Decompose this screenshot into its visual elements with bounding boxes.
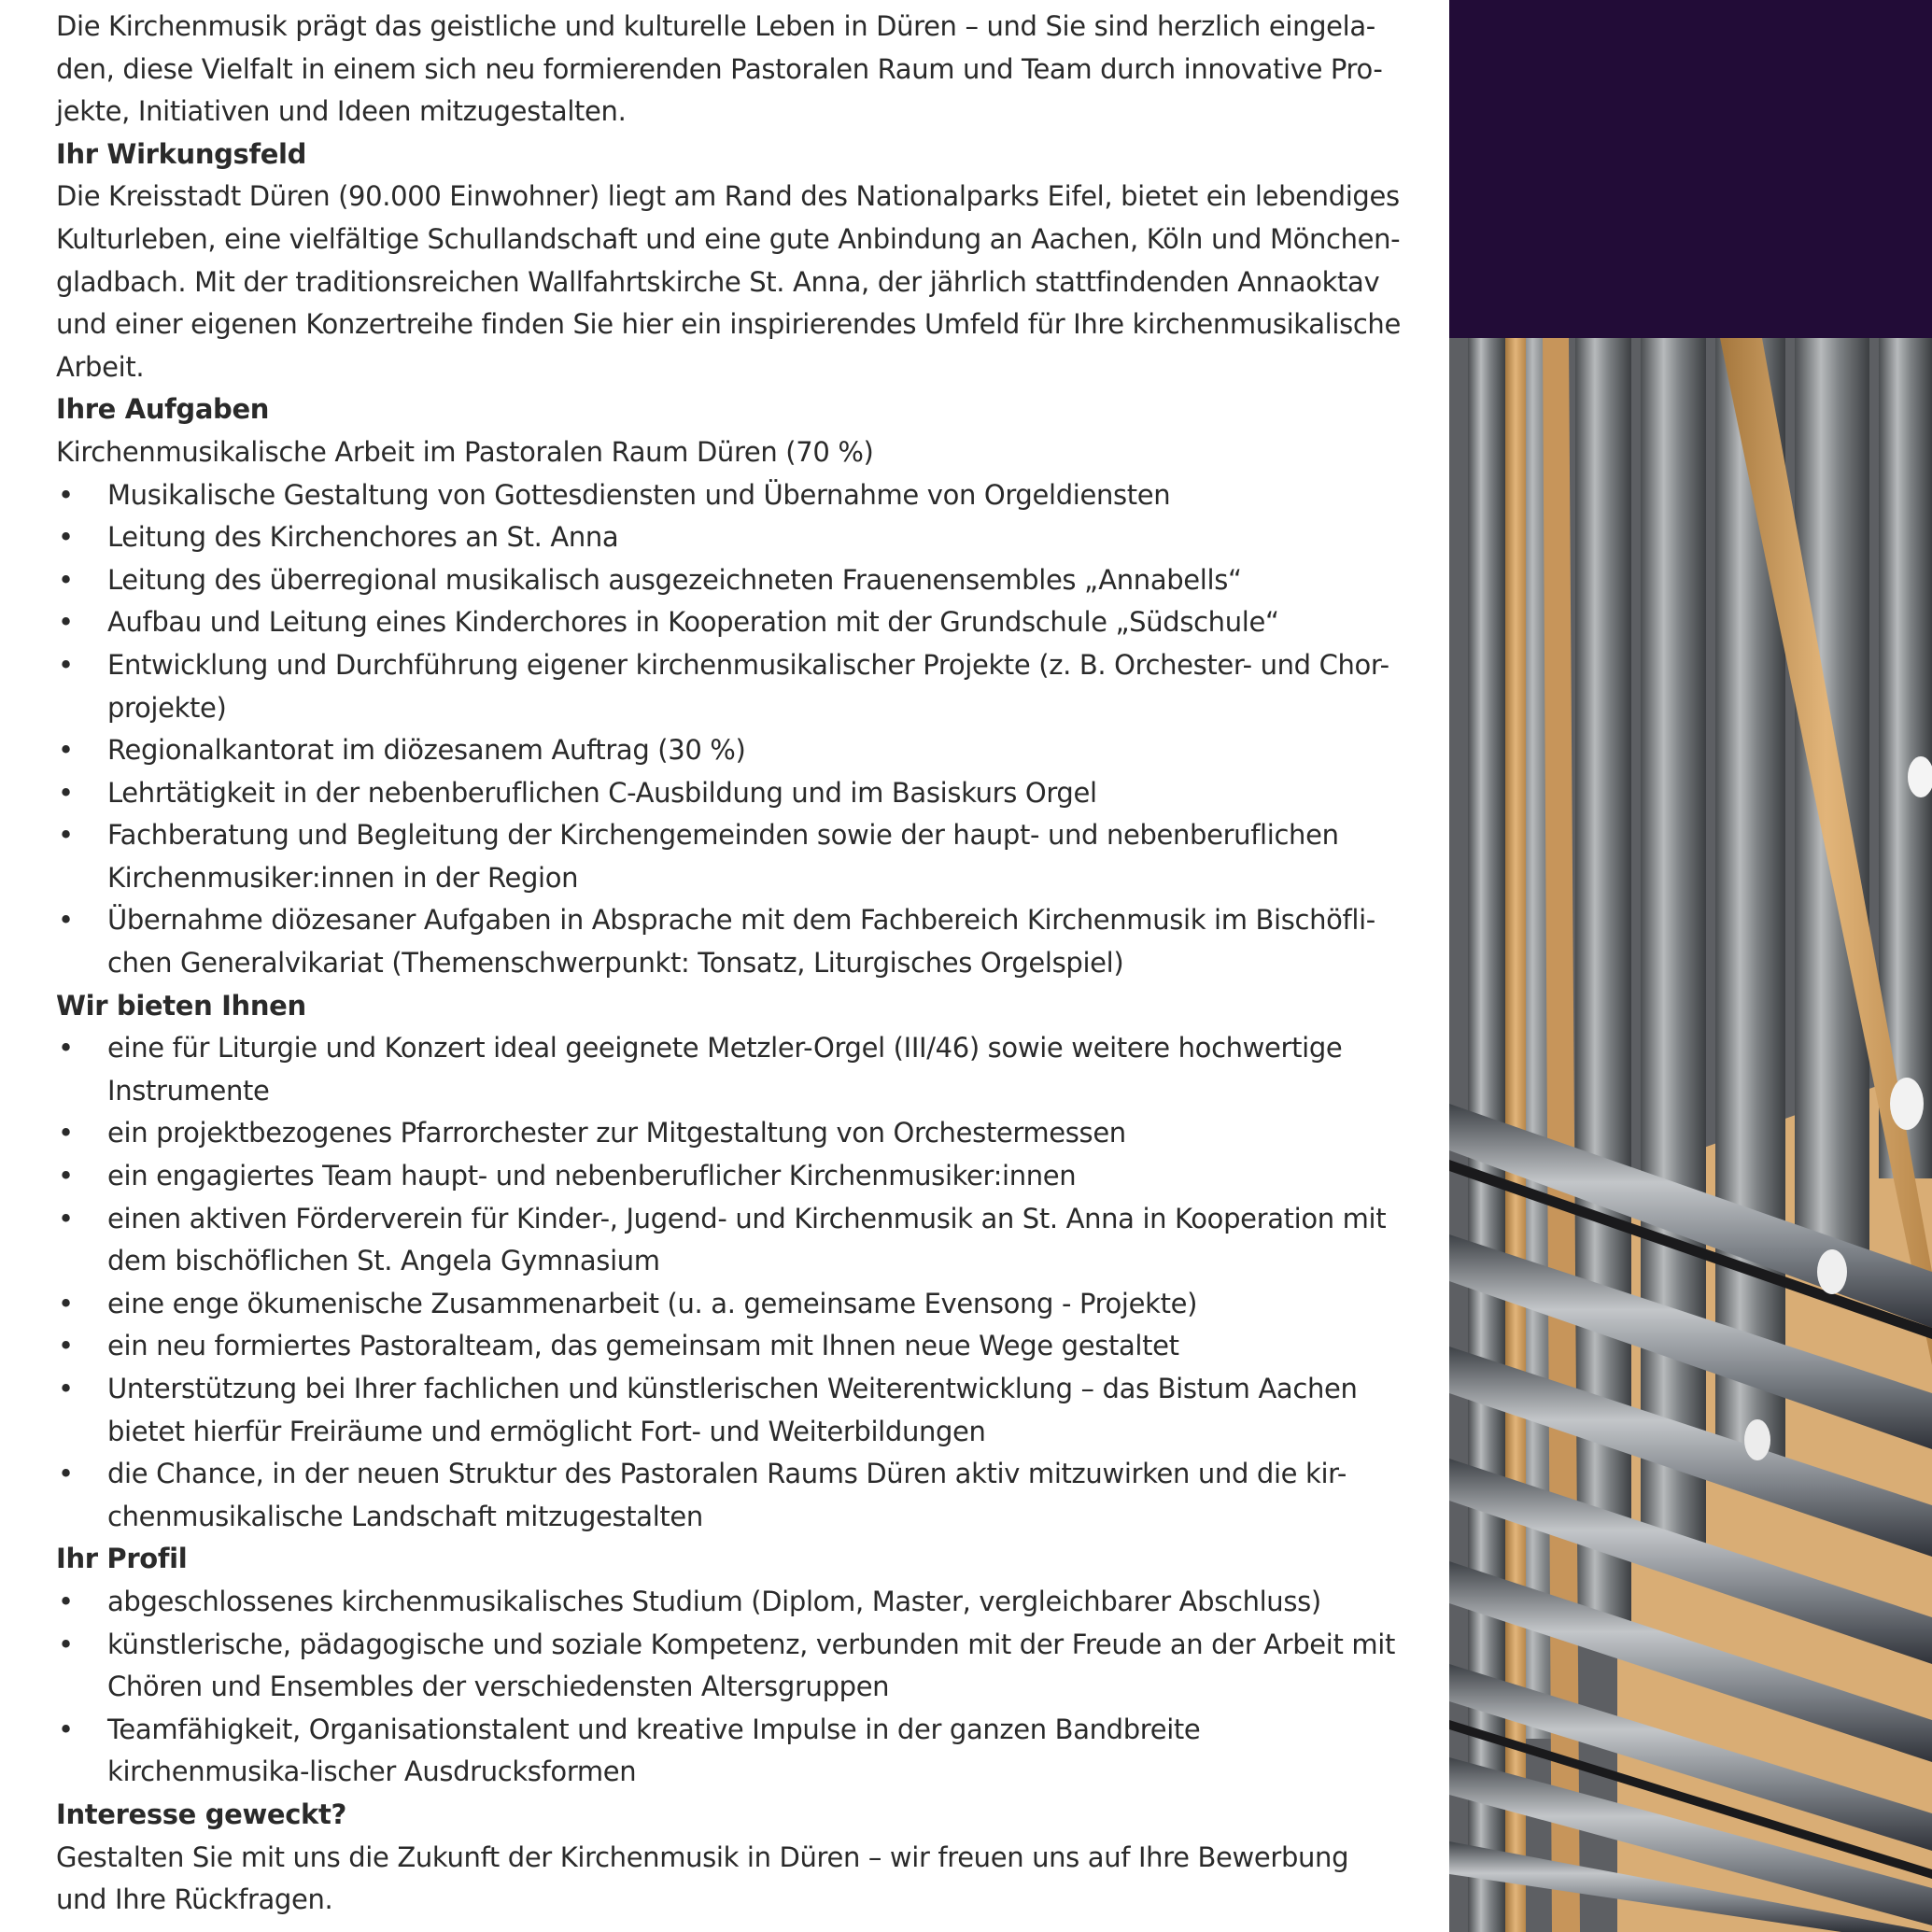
- list-item: [56, 772, 1401, 815]
- bullet-icon: •: [58, 1373, 74, 1404]
- list-item: [56, 559, 1401, 602]
- list-item-text: Musikalische Gestaltung von Gottesdiensten und Übernahme von Orgeldiensten: [107, 478, 1171, 511]
- aufgaben-subtitle: Kirchenmusikalische Arbeit im Pastoralen Raum Düren (70 %): [56, 435, 874, 468]
- bullet-icon: •: [58, 521, 74, 554]
- list-item-text: abgeschlossenes kirchenmusikalisches Studium (Diplom, Master, vergleichbarer Abschluss): [107, 1585, 1321, 1617]
- bullet-icon: •: [58, 1458, 74, 1490]
- bullet-icon: •: [58, 1713, 74, 1745]
- list-item-text: Entwicklung und Durchführung eigener kirchenmusikalischer Projekte (z. B. Orchester- und Chor-projekte): [107, 648, 1389, 724]
- list-item-text: ein projektbezogenes Pfarrorchester zur Mitgestaltung von Orchestermessen: [107, 1117, 1126, 1149]
- list-item-text: künstlerische, pädagogische und soziale Kompetenz, verbunden mit der Freude an der Arbeit mit Chören und Ensembles der verschiedensten Altersgruppen: [107, 1628, 1395, 1703]
- organ-pipes-illustration: [1449, 338, 1932, 1932]
- interesse-paragraph: Gestalten Sie mit uns die Zukunft der Kirchenmusik in Düren – wir freuen uns auf Ihre Bewerbung und Ihre Rückfragen.: [56, 1840, 1349, 1916]
- bullet-icon: •: [58, 563, 74, 596]
- bullet-icon: •: [58, 1160, 74, 1192]
- list-item: [56, 1155, 1401, 1198]
- organ-pipes-image: [1449, 338, 1932, 1932]
- list-item-text: Leitung des überregional musikalisch ausgezeichneten Frauenensembles „Annabells“: [107, 563, 1242, 596]
- bullet-icon: •: [58, 1202, 74, 1234]
- list-item: [56, 474, 1401, 517]
- bullet-icon: •: [58, 1117, 74, 1149]
- list-item-text: die Chance, in der neuen Struktur des Pastoralen Raums Düren aktiv mitzuwirken und die kir-chenmusikalische Landschaft mitzugestalten: [107, 1458, 1347, 1532]
- list-item-text: Regionalkantorat im diözesanem Auftrag (30 %): [107, 734, 746, 767]
- heading-bieten: Wir bieten Ihnen: [56, 989, 306, 1022]
- intro-paragraph: Die Kirchenmusik prägt das geistliche und kulturelle Leben in Düren – und Sie sind herzlich eingela-den, diese Vielfalt in einem sich neu formierenden Pastoralen Raum und Team durch innovative Pro-jekte, Initiativen und Ideen mitzugestalten.: [56, 10, 1383, 128]
- list-item: [56, 1368, 1401, 1453]
- list-item: [56, 1198, 1401, 1283]
- list-item-text: ein neu formiertes Pastoralteam, das gemeinsam mit Ihnen neue Wege gestaltet: [107, 1330, 1179, 1362]
- bullet-icon: •: [58, 1585, 74, 1617]
- list-item: [56, 1624, 1401, 1709]
- list-item-text: Leitung des Kirchenchores an St. Anna: [107, 521, 619, 554]
- heading-wirkungsfeld: Ihr Wirkungsfeld: [56, 137, 307, 170]
- list-item: [56, 644, 1401, 729]
- list-item-text: eine für Liturgie und Konzert ideal geeignete Metzler-Orgel (III/46) sowie weitere hochwertige Instrumente: [107, 1032, 1343, 1107]
- wirkungsfeld-paragraph: Die Kreisstadt Düren (90.000 Einwohner) liegt am Rand des Nationalparks Eifel, bietet ein lebendiges Kulturleben, eine vielfältige Schullandschaft und eine gute Anbindung an Aachen, Köln und Mönchen-gladbach. Mit der traditionsreichen Wallfahrtskirche St. Anna, der jährlich stattfindenden Annaoktav und einer eigenen Konzertreihe finden Sie hier ein inspirierendes Umfeld für Ihre kirchenmusikalische Arbeit.: [56, 180, 1401, 383]
- main-text-column: [56, 6, 1401, 1922]
- side-color-panel: [1449, 0, 1932, 338]
- profil-list: [56, 1581, 1401, 1794]
- heading-profil: Ihr Profil: [56, 1543, 188, 1575]
- list-item-text: Aufbau und Leitung eines Kinderchores in Kooperation mit der Grundschule „Südschule“: [107, 606, 1279, 639]
- bullet-icon: •: [58, 734, 74, 767]
- list-item: [56, 516, 1401, 559]
- list-item: [56, 1112, 1401, 1155]
- bullet-icon: •: [58, 819, 74, 852]
- list-item-text: Teamfähigkeit, Organisationstalent und kreative Impulse in der ganzen Bandbreite kirchenmusika-lischer Ausdrucksformen: [107, 1713, 1201, 1788]
- heading-interesse: Interesse geweckt?: [56, 1798, 346, 1830]
- aufgaben-list: [56, 474, 1401, 985]
- list-item-text: Fachberatung und Begleitung der Kirchengemeinden sowie der haupt- und nebenberuflichen Kirchenmusiker:innen in der Region: [107, 819, 1339, 894]
- list-item-text: Lehrtätigkeit in der nebenberuflichen C-Ausbildung und im Basiskurs Orgel: [107, 776, 1097, 809]
- list-item-text: Unterstützung bei Ihrer fachlichen und künstlerischen Weiterentwicklung – das Bistum Aachen bietet hierfür Freiräume und ermöglicht Fort- und Weiterbildungen: [107, 1373, 1358, 1447]
- list-item-text: ein engagiertes Team haupt- und nebenberuflicher Kirchenmusiker:innen: [107, 1160, 1077, 1192]
- bullet-icon: •: [58, 1628, 74, 1660]
- bullet-icon: •: [58, 776, 74, 809]
- list-item: [56, 1283, 1401, 1326]
- list-item: [56, 1709, 1401, 1794]
- list-item: [56, 1453, 1401, 1538]
- list-item: [56, 899, 1401, 984]
- bullet-icon: •: [58, 1032, 74, 1065]
- list-item: [56, 1027, 1401, 1112]
- list-item-text: eine enge ökumenische Zusammenarbeit (u. a. gemeinsame Evensong - Projekte): [107, 1287, 1198, 1319]
- list-item: [56, 814, 1401, 899]
- list-item: [56, 729, 1401, 772]
- bieten-list: [56, 1027, 1401, 1538]
- bullet-icon: •: [58, 1287, 74, 1319]
- bullet-icon: •: [58, 904, 74, 937]
- bullet-icon: •: [58, 648, 74, 681]
- list-item-text: Übernahme diözesaner Aufgaben in Absprache mit dem Fachbereich Kirchenmusik im Bischöfli-chen Generalvikariat (Themenschwerpunkt: Tonsatz, Liturgisches Orgelspiel): [107, 904, 1375, 980]
- list-item-text: einen aktiven Förderverein für Kinder-, Jugend- und Kirchenmusik an St. Anna in Kooperation mit dem bischöflichen St. Angela Gymnasium: [107, 1202, 1387, 1277]
- bullet-icon: •: [58, 478, 74, 511]
- bullet-icon: •: [58, 1330, 74, 1362]
- bullet-icon: •: [58, 606, 74, 639]
- heading-aufgaben: Ihre Aufgaben: [56, 393, 270, 426]
- list-item: [56, 601, 1401, 644]
- list-item: [56, 1581, 1401, 1624]
- list-item: [56, 1325, 1401, 1368]
